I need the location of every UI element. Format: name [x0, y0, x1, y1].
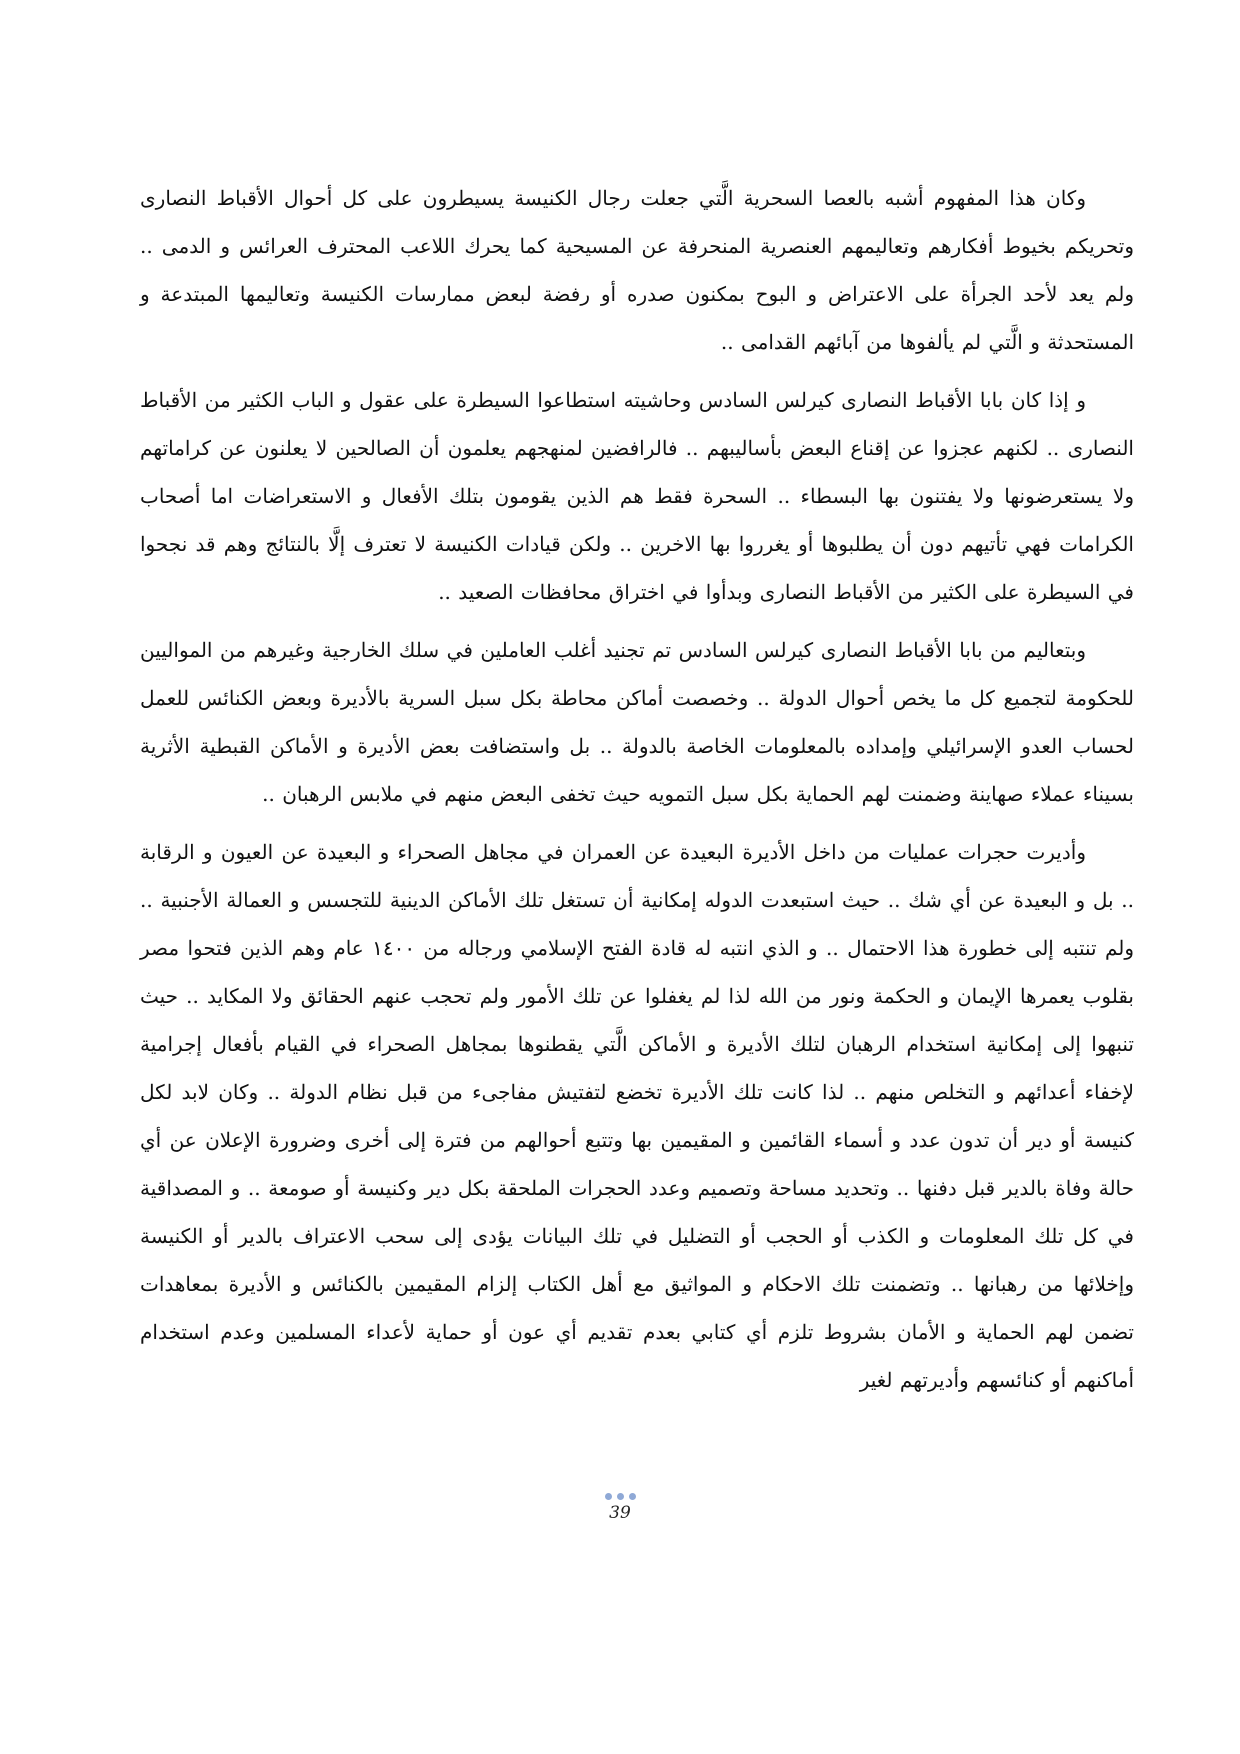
- page-number: 39: [609, 1503, 631, 1523]
- paragraph-1: وكان هذا المفهوم أشبه بالعصا السحرية الَّتي جعلت رجال الكنيسة يسيطرون على كل أحوال الأقباط النصارى وتحريكم بخيوط أفكارهم وتعاليمهم العنصرية المنحرفة عن المسيحية كما يحرك اللاعب المحترف العرائس و الدمى .. ولم يعد لأحد الجرأة على الاعتراض و البوح بمكنون صدره أو رفضة لبعض ممارسات الكنيسة وتعاليمها المبتدعة و المستحدثة و الَّتي لم يألفوها من آبائهم القدامى ..: [140, 186, 1134, 354]
- paragraph-3: وبتعاليم من بابا الأقباط النصارى كيرلس السادس تم تجنيد أغلب العاملين في سلك الخارجية وغيرهم من المواليين للحكومة لتجميع كل ما يخص أحوال الدولة .. وخصصت أماكن محاطة بكل سبل السرية بالأديرة وبعض الكنائس للعمل لحساب العدو الإسرائيلي وإمداده بالمعلومات الخاصة بالدولة .. بل واستضافت بعض الأديرة و الأماكن القبطية الأثرية بسيناء عملاء صهاينة وضمنت لهم الحماية بكل سبل التمويه حيث تخفى البعض منهم في ملابس الرهبان ..: [140, 638, 1134, 806]
- page-footer: [0, 1493, 1240, 1523]
- body-text: [140, 174, 1134, 1414]
- dot-icon: [629, 1493, 636, 1500]
- page-dots-ornament: [0, 1493, 1240, 1501]
- dot-icon: [605, 1493, 612, 1500]
- dot-icon: [617, 1493, 624, 1500]
- paragraph-2: و إذا كان بابا الأقباط النصارى كيرلس السادس وحاشيته استطاعوا السيطرة على عقول و الباب الكثير من الأقباط النصارى .. لكنهم عجزوا عن إقناع البعض بأساليبهم .. فالرافضين لمنهجهم يعلمون أن الصالحين لا يعلنون عن كراماتهم ولا يستعرضونها ولا يفتنون بها البسطاء .. السحرة فقط هم الذين يقومون بتلك الأفعال و الاستعراضات اما أصحاب الكرامات فهي تأتيهم دون أن يطلبوها أو يغرروا بها الاخرين .. ولكن قيادات الكنيسة لا تعترف إلَّا بالنتائج وهم قد نجحوا في السيطرة على الكثير من الأقباط النصارى وبدأوا في اختراق محافظات الصعيد ..: [140, 388, 1134, 604]
- paragraph-4: وأديرت حجرات عمليات من داخل الأديرة البعيدة عن العمران في مجاهل الصحراء و البعيدة عن العيون و الرقابة .. بل و البعيدة عن أي شك .. حيث استبعدت الدوله إمكانية أن تستغل تلك الأماكن الدينية للتجسس و العمالة الأجنبية .. ولم تنتبه إلى خطورة هذا الاحتمال .. و الذي انتبه له قادة الفتح الإسلامي ورجاله من ١٤٠٠ عام وهم الذين فتحوا مصر بقلوب يعمرها الإيمان و الحكمة ونور من الله لذا لم يغفلوا عن تلك الأمور ولم تحجب عنهم الحقائق ولا المكايد .. حيث تنبهوا إلى إمكانية استخدام الرهبان لتلك الأديرة و الأماكن الَّتي يقطنوها بمجاهل الصحراء في القيام بأفعال إجرامية لإخفاء أعدائهم و التخلص منهم .. لذا كانت تلك الأديرة تخضع لتفتيش مفاجىء من قبل نظام الدولة .. وكان لابد لكل كنيسة أو دير أن تدون عدد و أسماء القائمين و المقيمين بها وتتبع أحوالهم من فترة إلى أخرى وضرورة الإعلان عن أي حالة وفاة بالدير قبل دفنها .. وتحديد مساحة وتصميم وعدد الحجرات الملحقة بكل دير وكنيسة أو صومعة .. و المصداقية في كل تلك المعلومات و الكذب أو الحجب أو التضليل في تلك البيانات يؤدى إلى سحب الاعتراف بالدير أو الكنيسة وإخلائها من رهبانها .. وتضمنت تلك الاحكام و المواثيق مع أهل الكتاب إلزام المقيمين بالكنائس و الأديرة بمعاهدات تضمن لهم الحماية و الأمان بشروط تلزم أي كتابي بعدم تقديم أي عون أو حماية لأعداء المسلمين وعدم استخدام أماكنهم أو كنائسهم وأديرتهم لغير: [140, 840, 1135, 1392]
